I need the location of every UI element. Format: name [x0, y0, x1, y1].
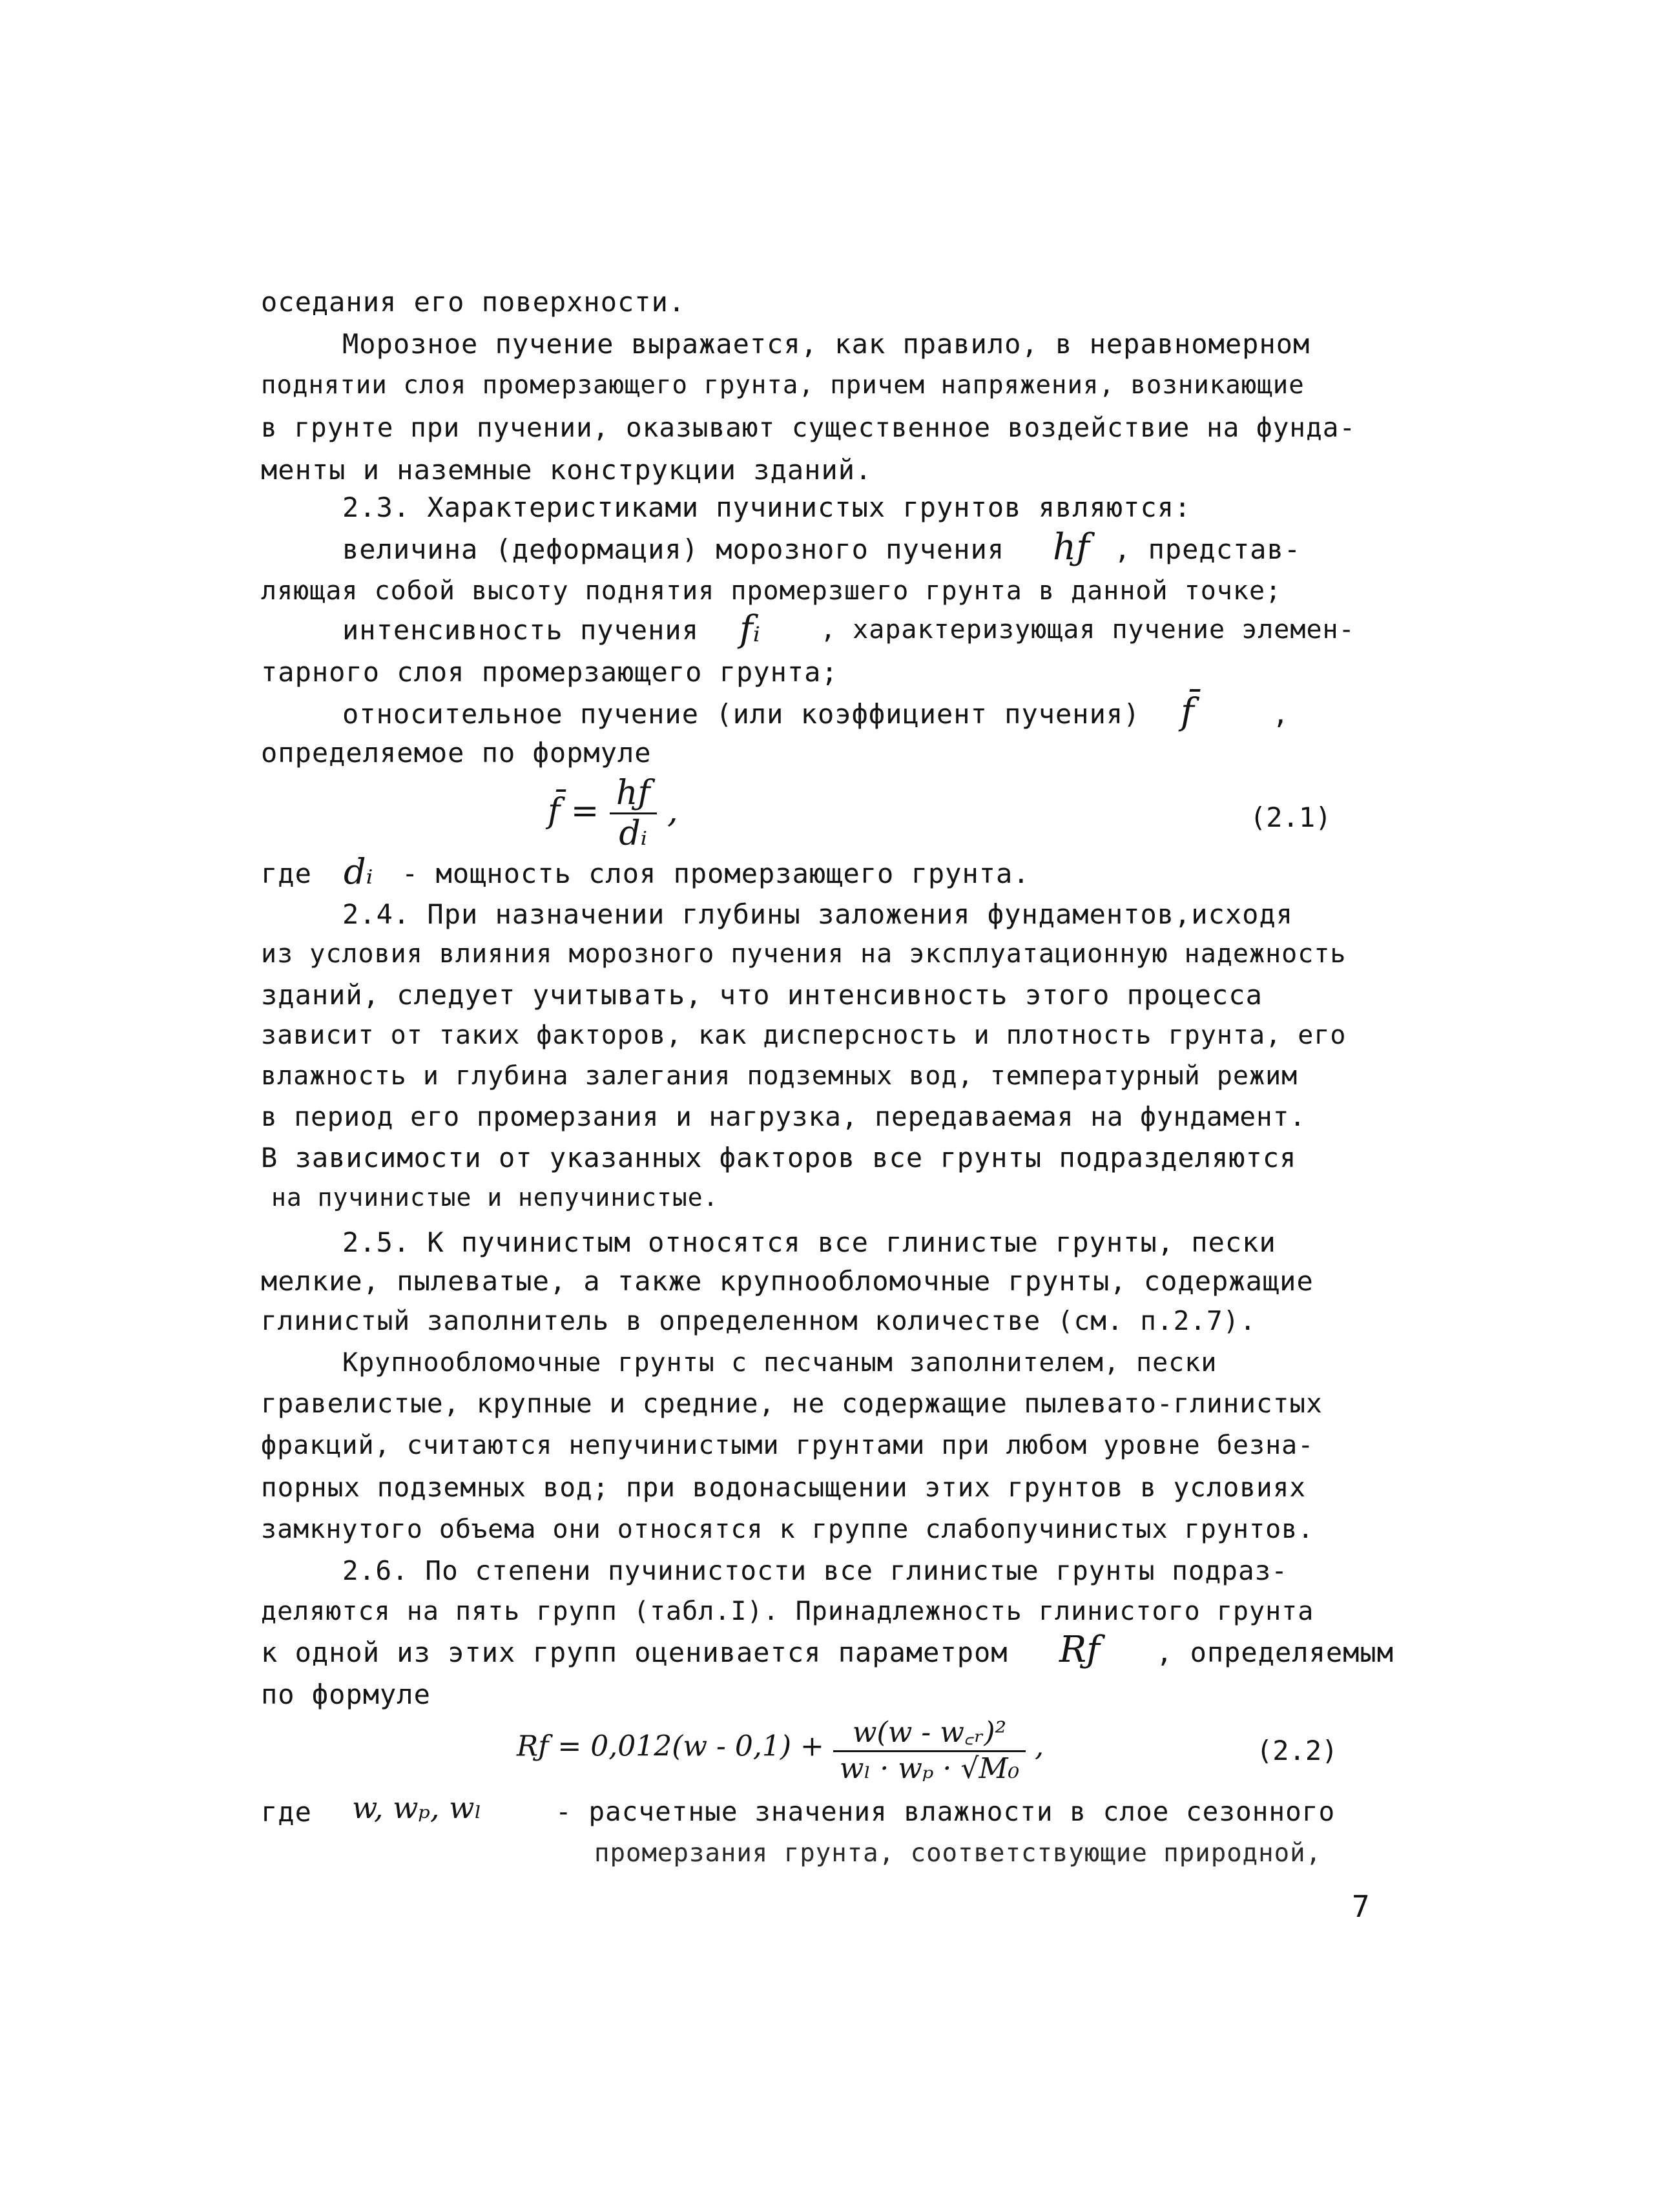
formula-2-1-numerator: hƒ — [610, 774, 657, 814]
text-line: интенсивность пучения — [342, 614, 699, 646]
text-line: в период его промерзания и нагрузка, передаваемая на фундамент. — [261, 1101, 1307, 1132]
text-line: зависит от таких факторов, как дисперсность и плотность грунта, его — [261, 1020, 1347, 1050]
text-line: порных подземных вод; при водонасыщении этих грунтов в условиях — [261, 1472, 1307, 1503]
text-line: на пучинистые и непучинистые. — [271, 1183, 719, 1212]
text-line: деляются на пять групп (табл.I). Принадлежность глинистого грунта — [261, 1597, 1314, 1626]
section-heading-2-3: 2.3. Характеристиками пучинистых грунтов являются: — [342, 491, 1192, 523]
text-line: , представ- — [1114, 533, 1301, 565]
formula-2-2-denominator: wₗ · wₚ · √M₀ — [839, 1752, 1020, 1785]
symbol-d-i: dᵢ — [344, 851, 373, 892]
formula-2-2-numerator: w(w - w꜀ᵣ)² — [833, 1711, 1026, 1752]
text-line: тарного слоя промерзающего грунта; — [261, 656, 838, 688]
text-line: к одной из этих групп оценивается параметром — [261, 1637, 1008, 1668]
symbol-h-f: hƒ — [1053, 526, 1090, 568]
text-line: Морозное пучение выражается, как правило, в неравномерном — [342, 328, 1310, 360]
text-line: зданий, следует учитывать, что интенсивность этого процесса — [261, 979, 1263, 1011]
text-line: гравелистые, крупные и средние, не содержащие пылевато-глинистых — [261, 1388, 1323, 1419]
formula-2-1 — [548, 774, 678, 853]
text-line: поднятии слоя промерзающего грунта, причем напряжения, возникающие — [261, 371, 1305, 400]
text-line: где — [261, 1796, 312, 1828]
text-line: в грунте при пучении, оказывают существенное воздействие на фунда- — [261, 412, 1356, 443]
text-line: - расчетные значения влажности в слое сезонного — [555, 1796, 1336, 1827]
text-line: промерзания грунта, соответствующие природной, — [594, 1839, 1322, 1868]
section-heading-2-6: 2.6. По степени пучинистости все глинистые грунты подраз- — [342, 1555, 1288, 1586]
formula-2-1-denominator: dᵢ — [619, 814, 648, 853]
symbol-r-f: Rƒ — [1059, 1629, 1100, 1671]
symbols-w-wp-wl: w, wₚ, wₗ — [352, 1790, 482, 1825]
text-line: ляющая собой высоту поднятия промерзшего грунта в данной точке; — [261, 576, 1282, 606]
formula-2-2-fraction — [833, 1711, 1026, 1785]
text-line: мелкие, пылеватые, а также крупнообломочные грунты, содержащие — [261, 1265, 1314, 1297]
equation-number-2-1: (2.1) — [1250, 801, 1332, 833]
formula-2-1-fraction — [610, 774, 657, 853]
symbol-f-bar: f̄ — [1181, 691, 1194, 733]
text-line: , характеризующая пучение элемен- — [820, 615, 1355, 645]
page-number: 7 — [1352, 1889, 1370, 1924]
text-line: замкнутого объема они относятся к группе слабопучинистых грунтов. — [261, 1514, 1314, 1544]
formula-2-1-tail: , — [667, 792, 678, 831]
text-line: где — [261, 858, 312, 889]
formula-2-2 — [517, 1711, 1044, 1785]
formula-2-1-lhs: f̄ = — [548, 792, 599, 831]
text-line: определяемое по формуле — [261, 737, 652, 769]
text-line: глинистый заполнитель в определенном количестве (см. п.2.7). — [261, 1305, 1257, 1336]
text-line: из условия влияния морозного пучения на эксплуатационную надежность — [261, 939, 1347, 969]
formula-2-2-tail: , — [1035, 1730, 1044, 1763]
formula-2-2-lhs: Rƒ = 0,012(w - 0,1) + — [517, 1730, 824, 1763]
text-line: , определяемым — [1156, 1637, 1394, 1668]
section-heading-2-4: 2.4. При назначении глубины заложения фундаментов,исходя — [342, 898, 1294, 930]
text-line: менты и наземные конструкции зданий. — [261, 454, 873, 486]
text-line: влажность и глубина залегания подземных вод, температурный режим — [261, 1061, 1298, 1091]
symbol-f-i: fᵢ — [740, 608, 760, 650]
section-heading-2-5: 2.5. К пучинистым относятся все глинистые грунты, пески — [342, 1226, 1276, 1258]
text-line: В зависимости от указанных факторов все грунты подразделяются — [261, 1142, 1297, 1173]
text-line: Крупнообломочные грунты с песчаным заполнителем, пески — [342, 1348, 1217, 1378]
equation-number-2-2: (2.2) — [1256, 1735, 1338, 1766]
text-line: фракций, считаются непучинистыми грунтами при любом уровне безна- — [261, 1431, 1314, 1460]
text-line: относительное пучение (или коэффициент пучения) — [342, 698, 1141, 730]
text-line: , — [1272, 698, 1290, 730]
text-line: по формуле — [261, 1679, 431, 1710]
text-line: величина (деформация) морозного пучения — [342, 533, 1005, 565]
text-line: оседания его поверхности. — [261, 286, 686, 318]
text-line: - мощность слоя промерзающего грунта. — [402, 858, 1030, 889]
